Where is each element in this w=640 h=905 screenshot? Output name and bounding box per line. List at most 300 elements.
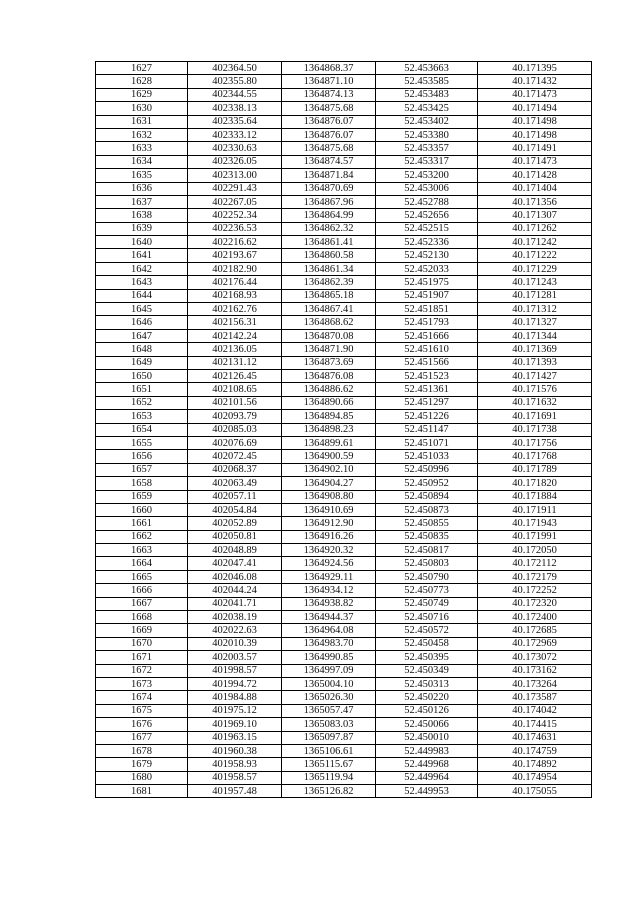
latitude-cell: 52.451907 bbox=[376, 289, 478, 302]
longitude-cell: 40.173162 bbox=[478, 664, 592, 677]
coordinate-x-cell: 401994.72 bbox=[188, 677, 282, 690]
longitude-cell: 40.171884 bbox=[478, 490, 592, 503]
longitude-cell: 40.171281 bbox=[478, 289, 592, 302]
table-row bbox=[96, 289, 592, 302]
table-row bbox=[96, 450, 592, 463]
table-row bbox=[96, 222, 592, 235]
coordinate-x-cell: 401958.93 bbox=[188, 758, 282, 771]
coordinate-y-cell: 1364874.57 bbox=[282, 155, 376, 168]
coordinate-x-cell: 402108.65 bbox=[188, 383, 282, 396]
longitude-cell: 40.174631 bbox=[478, 731, 592, 744]
longitude-cell: 40.173587 bbox=[478, 691, 592, 704]
coordinate-y-cell: 1364860.58 bbox=[282, 249, 376, 262]
longitude-cell: 40.171576 bbox=[478, 383, 592, 396]
table-row bbox=[96, 731, 592, 744]
latitude-cell: 52.449964 bbox=[376, 771, 478, 784]
coordinate-y-cell: 1364862.39 bbox=[282, 276, 376, 289]
latitude-cell: 52.452336 bbox=[376, 236, 478, 249]
point-number-cell: 1639 bbox=[96, 222, 188, 235]
table-row bbox=[96, 490, 592, 503]
longitude-cell: 40.171344 bbox=[478, 329, 592, 342]
table-row bbox=[96, 718, 592, 731]
table-row bbox=[96, 677, 592, 690]
coordinate-x-cell: 401975.12 bbox=[188, 704, 282, 717]
latitude-cell: 52.450803 bbox=[376, 557, 478, 570]
point-number-cell: 1666 bbox=[96, 584, 188, 597]
latitude-cell: 52.451975 bbox=[376, 276, 478, 289]
table-row bbox=[96, 785, 592, 798]
latitude-cell: 52.450873 bbox=[376, 503, 478, 516]
coordinate-x-cell: 402216.62 bbox=[188, 236, 282, 249]
coordinate-y-cell: 1364864.99 bbox=[282, 209, 376, 222]
longitude-cell: 40.173072 bbox=[478, 651, 592, 664]
longitude-cell: 40.174042 bbox=[478, 704, 592, 717]
coordinate-x-cell: 402338.13 bbox=[188, 102, 282, 115]
latitude-cell: 52.450996 bbox=[376, 463, 478, 476]
longitude-cell: 40.171498 bbox=[478, 128, 592, 141]
longitude-cell: 40.174892 bbox=[478, 758, 592, 771]
coordinate-x-cell: 402072.45 bbox=[188, 450, 282, 463]
table-row bbox=[96, 303, 592, 316]
coordinate-y-cell: 1364890.66 bbox=[282, 396, 376, 409]
table-row bbox=[96, 329, 592, 342]
point-number-cell: 1662 bbox=[96, 530, 188, 543]
longitude-cell: 40.171691 bbox=[478, 410, 592, 423]
point-number-cell: 1633 bbox=[96, 142, 188, 155]
coordinate-y-cell: 1364870.08 bbox=[282, 329, 376, 342]
coordinate-y-cell: 1364865.18 bbox=[282, 289, 376, 302]
point-number-cell: 1665 bbox=[96, 570, 188, 583]
table-row bbox=[96, 262, 592, 275]
latitude-cell: 52.450010 bbox=[376, 731, 478, 744]
coordinate-x-cell: 401960.38 bbox=[188, 744, 282, 757]
point-number-cell: 1672 bbox=[96, 664, 188, 677]
latitude-cell: 52.451147 bbox=[376, 423, 478, 436]
table-row bbox=[96, 530, 592, 543]
latitude-cell: 52.453317 bbox=[376, 155, 478, 168]
table-row bbox=[96, 369, 592, 382]
longitude-cell: 40.172400 bbox=[478, 611, 592, 624]
coordinate-x-cell: 402182.90 bbox=[188, 262, 282, 275]
coordinate-x-cell: 402326.05 bbox=[188, 155, 282, 168]
latitude-cell: 52.450220 bbox=[376, 691, 478, 704]
point-number-cell: 1663 bbox=[96, 544, 188, 557]
coordinate-x-cell: 402313.00 bbox=[188, 169, 282, 182]
point-number-cell: 1631 bbox=[96, 115, 188, 128]
point-number-cell: 1646 bbox=[96, 316, 188, 329]
longitude-cell: 40.171432 bbox=[478, 75, 592, 88]
point-number-cell: 1664 bbox=[96, 557, 188, 570]
coordinate-x-cell: 402022.63 bbox=[188, 624, 282, 637]
longitude-cell: 40.171632 bbox=[478, 396, 592, 409]
point-number-cell: 1657 bbox=[96, 463, 188, 476]
longitude-cell: 40.171243 bbox=[478, 276, 592, 289]
table-row bbox=[96, 691, 592, 704]
latitude-cell: 52.450458 bbox=[376, 637, 478, 650]
table-row bbox=[96, 343, 592, 356]
longitude-cell: 40.173264 bbox=[478, 677, 592, 690]
coordinate-y-cell: 1364916.26 bbox=[282, 530, 376, 543]
coordinate-y-cell: 1365026.30 bbox=[282, 691, 376, 704]
coordinate-y-cell: 1364861.41 bbox=[282, 236, 376, 249]
table-row bbox=[96, 195, 592, 208]
longitude-cell: 40.172320 bbox=[478, 597, 592, 610]
coordinate-x-cell: 402046.08 bbox=[188, 570, 282, 583]
coordinate-y-cell: 1365106.61 bbox=[282, 744, 376, 757]
coordinate-y-cell: 1364876.07 bbox=[282, 128, 376, 141]
coordinate-x-cell: 402131.12 bbox=[188, 356, 282, 369]
latitude-cell: 52.453663 bbox=[376, 62, 478, 75]
coordinate-y-cell: 1364938.82 bbox=[282, 597, 376, 610]
point-number-cell: 1655 bbox=[96, 436, 188, 449]
latitude-cell: 52.453585 bbox=[376, 75, 478, 88]
latitude-cell: 52.452788 bbox=[376, 195, 478, 208]
table-row bbox=[96, 664, 592, 677]
point-number-cell: 1659 bbox=[96, 490, 188, 503]
point-number-cell: 1674 bbox=[96, 691, 188, 704]
point-number-cell: 1680 bbox=[96, 771, 188, 784]
coordinate-x-cell: 402041.71 bbox=[188, 597, 282, 610]
coordinate-x-cell: 402010.39 bbox=[188, 637, 282, 650]
latitude-cell: 52.451226 bbox=[376, 410, 478, 423]
coordinate-table-body bbox=[96, 62, 592, 798]
longitude-cell: 40.175055 bbox=[478, 785, 592, 798]
longitude-cell: 40.171312 bbox=[478, 303, 592, 316]
coordinate-y-cell: 1364997.09 bbox=[282, 664, 376, 677]
point-number-cell: 1636 bbox=[96, 182, 188, 195]
longitude-cell: 40.171943 bbox=[478, 517, 592, 530]
longitude-cell: 40.171738 bbox=[478, 423, 592, 436]
coordinate-x-cell: 402355.80 bbox=[188, 75, 282, 88]
table-row bbox=[96, 557, 592, 570]
latitude-cell: 52.451071 bbox=[376, 436, 478, 449]
point-number-cell: 1638 bbox=[96, 209, 188, 222]
table-row bbox=[96, 651, 592, 664]
latitude-cell: 52.450313 bbox=[376, 677, 478, 690]
latitude-cell: 52.453425 bbox=[376, 102, 478, 115]
latitude-cell: 52.450126 bbox=[376, 704, 478, 717]
longitude-cell: 40.174415 bbox=[478, 718, 592, 731]
point-number-cell: 1630 bbox=[96, 102, 188, 115]
coordinate-x-cell: 402236.53 bbox=[188, 222, 282, 235]
longitude-cell: 40.174954 bbox=[478, 771, 592, 784]
latitude-cell: 52.451851 bbox=[376, 303, 478, 316]
coordinate-x-cell: 402156.31 bbox=[188, 316, 282, 329]
latitude-cell: 52.451033 bbox=[376, 450, 478, 463]
table-row bbox=[96, 383, 592, 396]
longitude-cell: 40.171491 bbox=[478, 142, 592, 155]
coordinate-x-cell: 402038.19 bbox=[188, 611, 282, 624]
coordinate-y-cell: 1364868.62 bbox=[282, 316, 376, 329]
point-number-cell: 1642 bbox=[96, 262, 188, 275]
table-row bbox=[96, 503, 592, 516]
latitude-cell: 52.453200 bbox=[376, 169, 478, 182]
coordinate-y-cell: 1364904.27 bbox=[282, 477, 376, 490]
table-row bbox=[96, 62, 592, 75]
coordinate-y-cell: 1364899.61 bbox=[282, 436, 376, 449]
coordinate-y-cell: 1364876.08 bbox=[282, 369, 376, 382]
coordinate-x-cell: 402050.81 bbox=[188, 530, 282, 543]
point-number-cell: 1648 bbox=[96, 343, 188, 356]
point-number-cell: 1635 bbox=[96, 169, 188, 182]
latitude-cell: 52.451566 bbox=[376, 356, 478, 369]
table-row bbox=[96, 624, 592, 637]
longitude-cell: 40.171393 bbox=[478, 356, 592, 369]
longitude-cell: 40.171242 bbox=[478, 236, 592, 249]
longitude-cell: 40.172179 bbox=[478, 570, 592, 583]
coordinate-x-cell: 402335.64 bbox=[188, 115, 282, 128]
longitude-cell: 40.171428 bbox=[478, 169, 592, 182]
table-row bbox=[96, 236, 592, 249]
longitude-cell: 40.171229 bbox=[478, 262, 592, 275]
coordinate-y-cell: 1364867.41 bbox=[282, 303, 376, 316]
table-row bbox=[96, 128, 592, 141]
coordinate-y-cell: 1364873.69 bbox=[282, 356, 376, 369]
coordinate-x-cell: 401958.57 bbox=[188, 771, 282, 784]
longitude-cell: 40.171262 bbox=[478, 222, 592, 235]
coordinate-y-cell: 1364920.32 bbox=[282, 544, 376, 557]
longitude-cell: 40.171789 bbox=[478, 463, 592, 476]
coordinate-y-cell: 1364861.34 bbox=[282, 262, 376, 275]
table-row bbox=[96, 611, 592, 624]
coordinate-x-cell: 402063.49 bbox=[188, 477, 282, 490]
latitude-cell: 52.450395 bbox=[376, 651, 478, 664]
latitude-cell: 52.449983 bbox=[376, 744, 478, 757]
coordinate-y-cell: 1365126.82 bbox=[282, 785, 376, 798]
point-number-cell: 1641 bbox=[96, 249, 188, 262]
point-number-cell: 1669 bbox=[96, 624, 188, 637]
coordinate-x-cell: 402126.45 bbox=[188, 369, 282, 382]
coordinate-x-cell: 402291.43 bbox=[188, 182, 282, 195]
coordinate-y-cell: 1365115.67 bbox=[282, 758, 376, 771]
table-row bbox=[96, 88, 592, 101]
point-number-cell: 1629 bbox=[96, 88, 188, 101]
latitude-cell: 52.449953 bbox=[376, 785, 478, 798]
table-row bbox=[96, 517, 592, 530]
coordinate-x-cell: 402057.11 bbox=[188, 490, 282, 503]
table-row bbox=[96, 704, 592, 717]
coordinate-y-cell: 1364868.37 bbox=[282, 62, 376, 75]
latitude-cell: 52.451666 bbox=[376, 329, 478, 342]
table-row bbox=[96, 477, 592, 490]
point-number-cell: 1678 bbox=[96, 744, 188, 757]
longitude-cell: 40.171498 bbox=[478, 115, 592, 128]
coordinate-y-cell: 1364902.10 bbox=[282, 463, 376, 476]
point-number-cell: 1679 bbox=[96, 758, 188, 771]
latitude-cell: 52.450817 bbox=[376, 544, 478, 557]
point-number-cell: 1675 bbox=[96, 704, 188, 717]
coordinate-x-cell: 402093.79 bbox=[188, 410, 282, 423]
latitude-cell: 52.450894 bbox=[376, 490, 478, 503]
coordinate-y-cell: 1364875.68 bbox=[282, 102, 376, 115]
point-number-cell: 1645 bbox=[96, 303, 188, 316]
point-number-cell: 1661 bbox=[96, 517, 188, 530]
longitude-cell: 40.171307 bbox=[478, 209, 592, 222]
latitude-cell: 52.450952 bbox=[376, 477, 478, 490]
coordinate-y-cell: 1364934.12 bbox=[282, 584, 376, 597]
coordinate-y-cell: 1364876.07 bbox=[282, 115, 376, 128]
latitude-cell: 52.453006 bbox=[376, 182, 478, 195]
coordinate-y-cell: 1364875.68 bbox=[282, 142, 376, 155]
point-number-cell: 1651 bbox=[96, 383, 188, 396]
point-number-cell: 1677 bbox=[96, 731, 188, 744]
longitude-cell: 40.174759 bbox=[478, 744, 592, 757]
point-number-cell: 1671 bbox=[96, 651, 188, 664]
table-row bbox=[96, 276, 592, 289]
coordinate-y-cell: 1365083.03 bbox=[282, 718, 376, 731]
point-number-cell: 1676 bbox=[96, 718, 188, 731]
coordinate-x-cell: 402252.34 bbox=[188, 209, 282, 222]
point-number-cell: 1637 bbox=[96, 195, 188, 208]
coordinate-y-cell: 1364983.70 bbox=[282, 637, 376, 650]
table-row bbox=[96, 75, 592, 88]
coordinate-y-cell: 1364871.84 bbox=[282, 169, 376, 182]
longitude-cell: 40.171473 bbox=[478, 88, 592, 101]
coordinate-y-cell: 1364870.69 bbox=[282, 182, 376, 195]
table-row bbox=[96, 584, 592, 597]
longitude-cell: 40.171369 bbox=[478, 343, 592, 356]
coordinate-x-cell: 402142.24 bbox=[188, 329, 282, 342]
latitude-cell: 52.450716 bbox=[376, 611, 478, 624]
coordinate-y-cell: 1365004.10 bbox=[282, 677, 376, 690]
longitude-cell: 40.172685 bbox=[478, 624, 592, 637]
point-number-cell: 1640 bbox=[96, 236, 188, 249]
coordinate-x-cell: 401957.48 bbox=[188, 785, 282, 798]
coordinate-x-cell: 402176.44 bbox=[188, 276, 282, 289]
longitude-cell: 40.171427 bbox=[478, 369, 592, 382]
longitude-cell: 40.172969 bbox=[478, 637, 592, 650]
coordinate-x-cell: 402054.84 bbox=[188, 503, 282, 516]
point-number-cell: 1668 bbox=[96, 611, 188, 624]
table-row bbox=[96, 249, 592, 262]
table-row bbox=[96, 182, 592, 195]
coordinate-y-cell: 1364871.10 bbox=[282, 75, 376, 88]
latitude-cell: 52.452515 bbox=[376, 222, 478, 235]
coordinate-x-cell: 402136.05 bbox=[188, 343, 282, 356]
latitude-cell: 52.450066 bbox=[376, 718, 478, 731]
table-row bbox=[96, 102, 592, 115]
longitude-cell: 40.172252 bbox=[478, 584, 592, 597]
coordinate-y-cell: 1365057.47 bbox=[282, 704, 376, 717]
coordinate-y-cell: 1364898.23 bbox=[282, 423, 376, 436]
point-number-cell: 1652 bbox=[96, 396, 188, 409]
latitude-cell: 52.450773 bbox=[376, 584, 478, 597]
table-row bbox=[96, 142, 592, 155]
longitude-cell: 40.171494 bbox=[478, 102, 592, 115]
coordinate-y-cell: 1364944.37 bbox=[282, 611, 376, 624]
point-number-cell: 1660 bbox=[96, 503, 188, 516]
point-number-cell: 1656 bbox=[96, 450, 188, 463]
coordinate-x-cell: 401998.57 bbox=[188, 664, 282, 677]
latitude-cell: 52.450790 bbox=[376, 570, 478, 583]
longitude-cell: 40.171222 bbox=[478, 249, 592, 262]
longitude-cell: 40.171756 bbox=[478, 436, 592, 449]
coordinate-x-cell: 402085.03 bbox=[188, 423, 282, 436]
table-row bbox=[96, 155, 592, 168]
coordinate-x-cell: 401984.88 bbox=[188, 691, 282, 704]
coordinate-y-cell: 1364862.32 bbox=[282, 222, 376, 235]
latitude-cell: 52.450349 bbox=[376, 664, 478, 677]
latitude-cell: 52.449968 bbox=[376, 758, 478, 771]
latitude-cell: 52.452033 bbox=[376, 262, 478, 275]
longitude-cell: 40.171473 bbox=[478, 155, 592, 168]
coordinate-y-cell: 1364910.69 bbox=[282, 503, 376, 516]
point-number-cell: 1654 bbox=[96, 423, 188, 436]
latitude-cell: 52.450835 bbox=[376, 530, 478, 543]
coordinate-y-cell: 1364924.56 bbox=[282, 557, 376, 570]
point-number-cell: 1658 bbox=[96, 477, 188, 490]
longitude-cell: 40.171327 bbox=[478, 316, 592, 329]
table-row bbox=[96, 597, 592, 610]
coordinate-y-cell: 1364900.59 bbox=[282, 450, 376, 463]
coordinate-y-cell: 1364990.85 bbox=[282, 651, 376, 664]
coordinate-x-cell: 402076.69 bbox=[188, 436, 282, 449]
table-row bbox=[96, 169, 592, 182]
coordinate-x-cell: 402162.76 bbox=[188, 303, 282, 316]
point-number-cell: 1628 bbox=[96, 75, 188, 88]
latitude-cell: 52.450855 bbox=[376, 517, 478, 530]
table-row bbox=[96, 423, 592, 436]
longitude-cell: 40.171911 bbox=[478, 503, 592, 516]
coordinate-x-cell: 402333.12 bbox=[188, 128, 282, 141]
table-row bbox=[96, 436, 592, 449]
latitude-cell: 52.451610 bbox=[376, 343, 478, 356]
coordinate-x-cell: 402044.24 bbox=[188, 584, 282, 597]
point-number-cell: 1670 bbox=[96, 637, 188, 650]
coordinate-y-cell: 1364874.13 bbox=[282, 88, 376, 101]
coordinate-x-cell: 402068.37 bbox=[188, 463, 282, 476]
coordinate-y-cell: 1364867.96 bbox=[282, 195, 376, 208]
coordinate-y-cell: 1364929.11 bbox=[282, 570, 376, 583]
coordinate-x-cell: 402003.57 bbox=[188, 651, 282, 664]
table-row bbox=[96, 396, 592, 409]
coordinate-x-cell: 402193.67 bbox=[188, 249, 282, 262]
latitude-cell: 52.453380 bbox=[376, 128, 478, 141]
table-row bbox=[96, 316, 592, 329]
longitude-cell: 40.171820 bbox=[478, 477, 592, 490]
latitude-cell: 52.451361 bbox=[376, 383, 478, 396]
table-row bbox=[96, 637, 592, 650]
coordinate-x-cell: 402168.93 bbox=[188, 289, 282, 302]
coordinate-table bbox=[95, 61, 592, 798]
coordinate-x-cell: 402047.41 bbox=[188, 557, 282, 570]
point-number-cell: 1649 bbox=[96, 356, 188, 369]
longitude-cell: 40.171404 bbox=[478, 182, 592, 195]
coordinate-y-cell: 1364886.62 bbox=[282, 383, 376, 396]
point-number-cell: 1647 bbox=[96, 329, 188, 342]
table-row bbox=[96, 115, 592, 128]
table-row bbox=[96, 744, 592, 757]
latitude-cell: 52.451793 bbox=[376, 316, 478, 329]
coordinate-y-cell: 1364908.80 bbox=[282, 490, 376, 503]
table-row bbox=[96, 544, 592, 557]
longitude-cell: 40.171991 bbox=[478, 530, 592, 543]
latitude-cell: 52.452130 bbox=[376, 249, 478, 262]
table-row bbox=[96, 771, 592, 784]
longitude-cell: 40.171356 bbox=[478, 195, 592, 208]
latitude-cell: 52.451523 bbox=[376, 369, 478, 382]
coordinate-y-cell: 1364894.85 bbox=[282, 410, 376, 423]
point-number-cell: 1634 bbox=[96, 155, 188, 168]
coordinate-x-cell: 402052.89 bbox=[188, 517, 282, 530]
latitude-cell: 52.451297 bbox=[376, 396, 478, 409]
coordinate-x-cell: 401963.15 bbox=[188, 731, 282, 744]
coordinate-x-cell: 402364.50 bbox=[188, 62, 282, 75]
table-row bbox=[96, 356, 592, 369]
longitude-cell: 40.172112 bbox=[478, 557, 592, 570]
coordinate-x-cell: 402048.89 bbox=[188, 544, 282, 557]
table-row bbox=[96, 758, 592, 771]
